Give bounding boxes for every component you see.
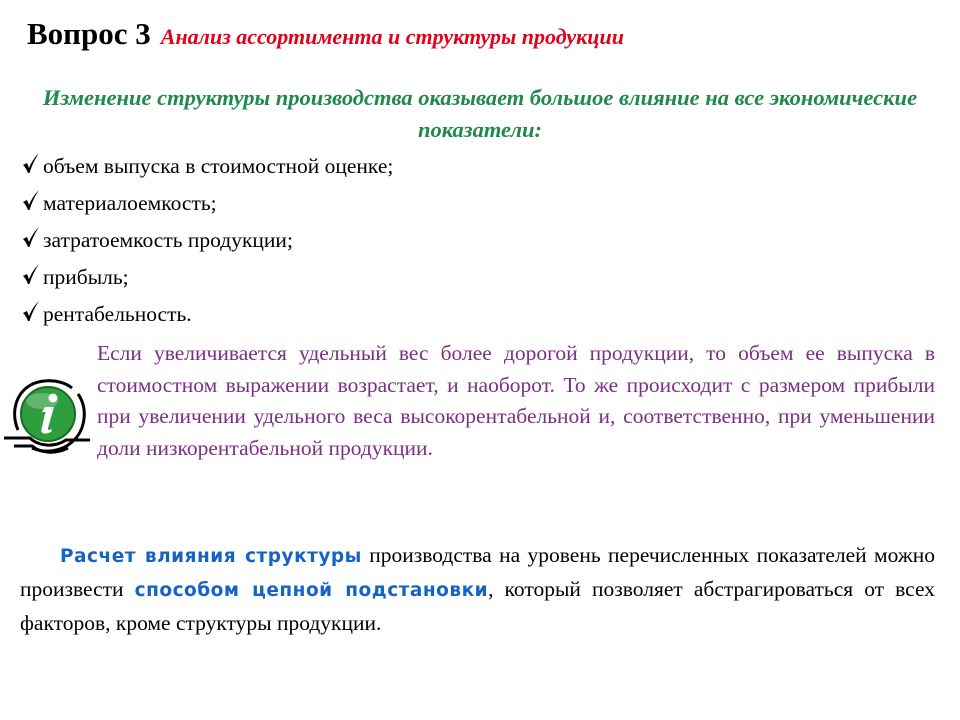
highlight-text: способом цепной подстановки [134, 580, 489, 601]
body-text: , который позволяет абстрагироваться от всех факторов, кроме структуры продукции. [20, 577, 935, 635]
list-item [21, 296, 393, 333]
question-number: Вопрос 3 [27, 16, 151, 51]
checkmark-icon [21, 189, 41, 211]
highlight-text: Расчет влияния структуры [60, 546, 362, 567]
checkmark-icon [21, 152, 41, 174]
section-heading [0, 82, 960, 146]
checkmark-icon [21, 300, 41, 322]
indicator-list [21, 148, 393, 333]
list-item [21, 185, 393, 222]
list-item-text: рентабельность. [43, 302, 192, 326]
list-item-text: прибыль; [43, 265, 129, 289]
section-heading-text: Изменение структуры производства оказывает большое влияние на все экономические показатели: [42, 85, 918, 142]
list-item [21, 148, 393, 185]
question-subtitle: Анализ ассортимента и структуры продукции [160, 24, 624, 49]
body-text: производства на уровень перечисленных показателей можно произвести [20, 543, 935, 601]
info-paragraph: Если увеличивается удельный вес более дорогой продукции, то объем ее выпуска в стоимостном выражении возрастает, и наоборот. То же происходит с размером прибыли при увеличении удельного веса высокорентабельной и, соответственно, при уменьшении доли низкорентабельной продукции. [97, 341, 935, 460]
slide-title [27, 16, 624, 52]
checkmark-icon [21, 226, 41, 248]
conclusion-paragraph [20, 539, 935, 639]
list-item [21, 222, 393, 259]
checkmark-icon [21, 263, 41, 285]
list-item-text: затратоемкость продукции; [43, 228, 293, 252]
info-icon [2, 376, 92, 462]
list-item-text: объем выпуска в стоимостной оценке; [43, 154, 394, 178]
list-item [21, 259, 393, 296]
list-item-text: материалоемкость; [43, 191, 217, 215]
